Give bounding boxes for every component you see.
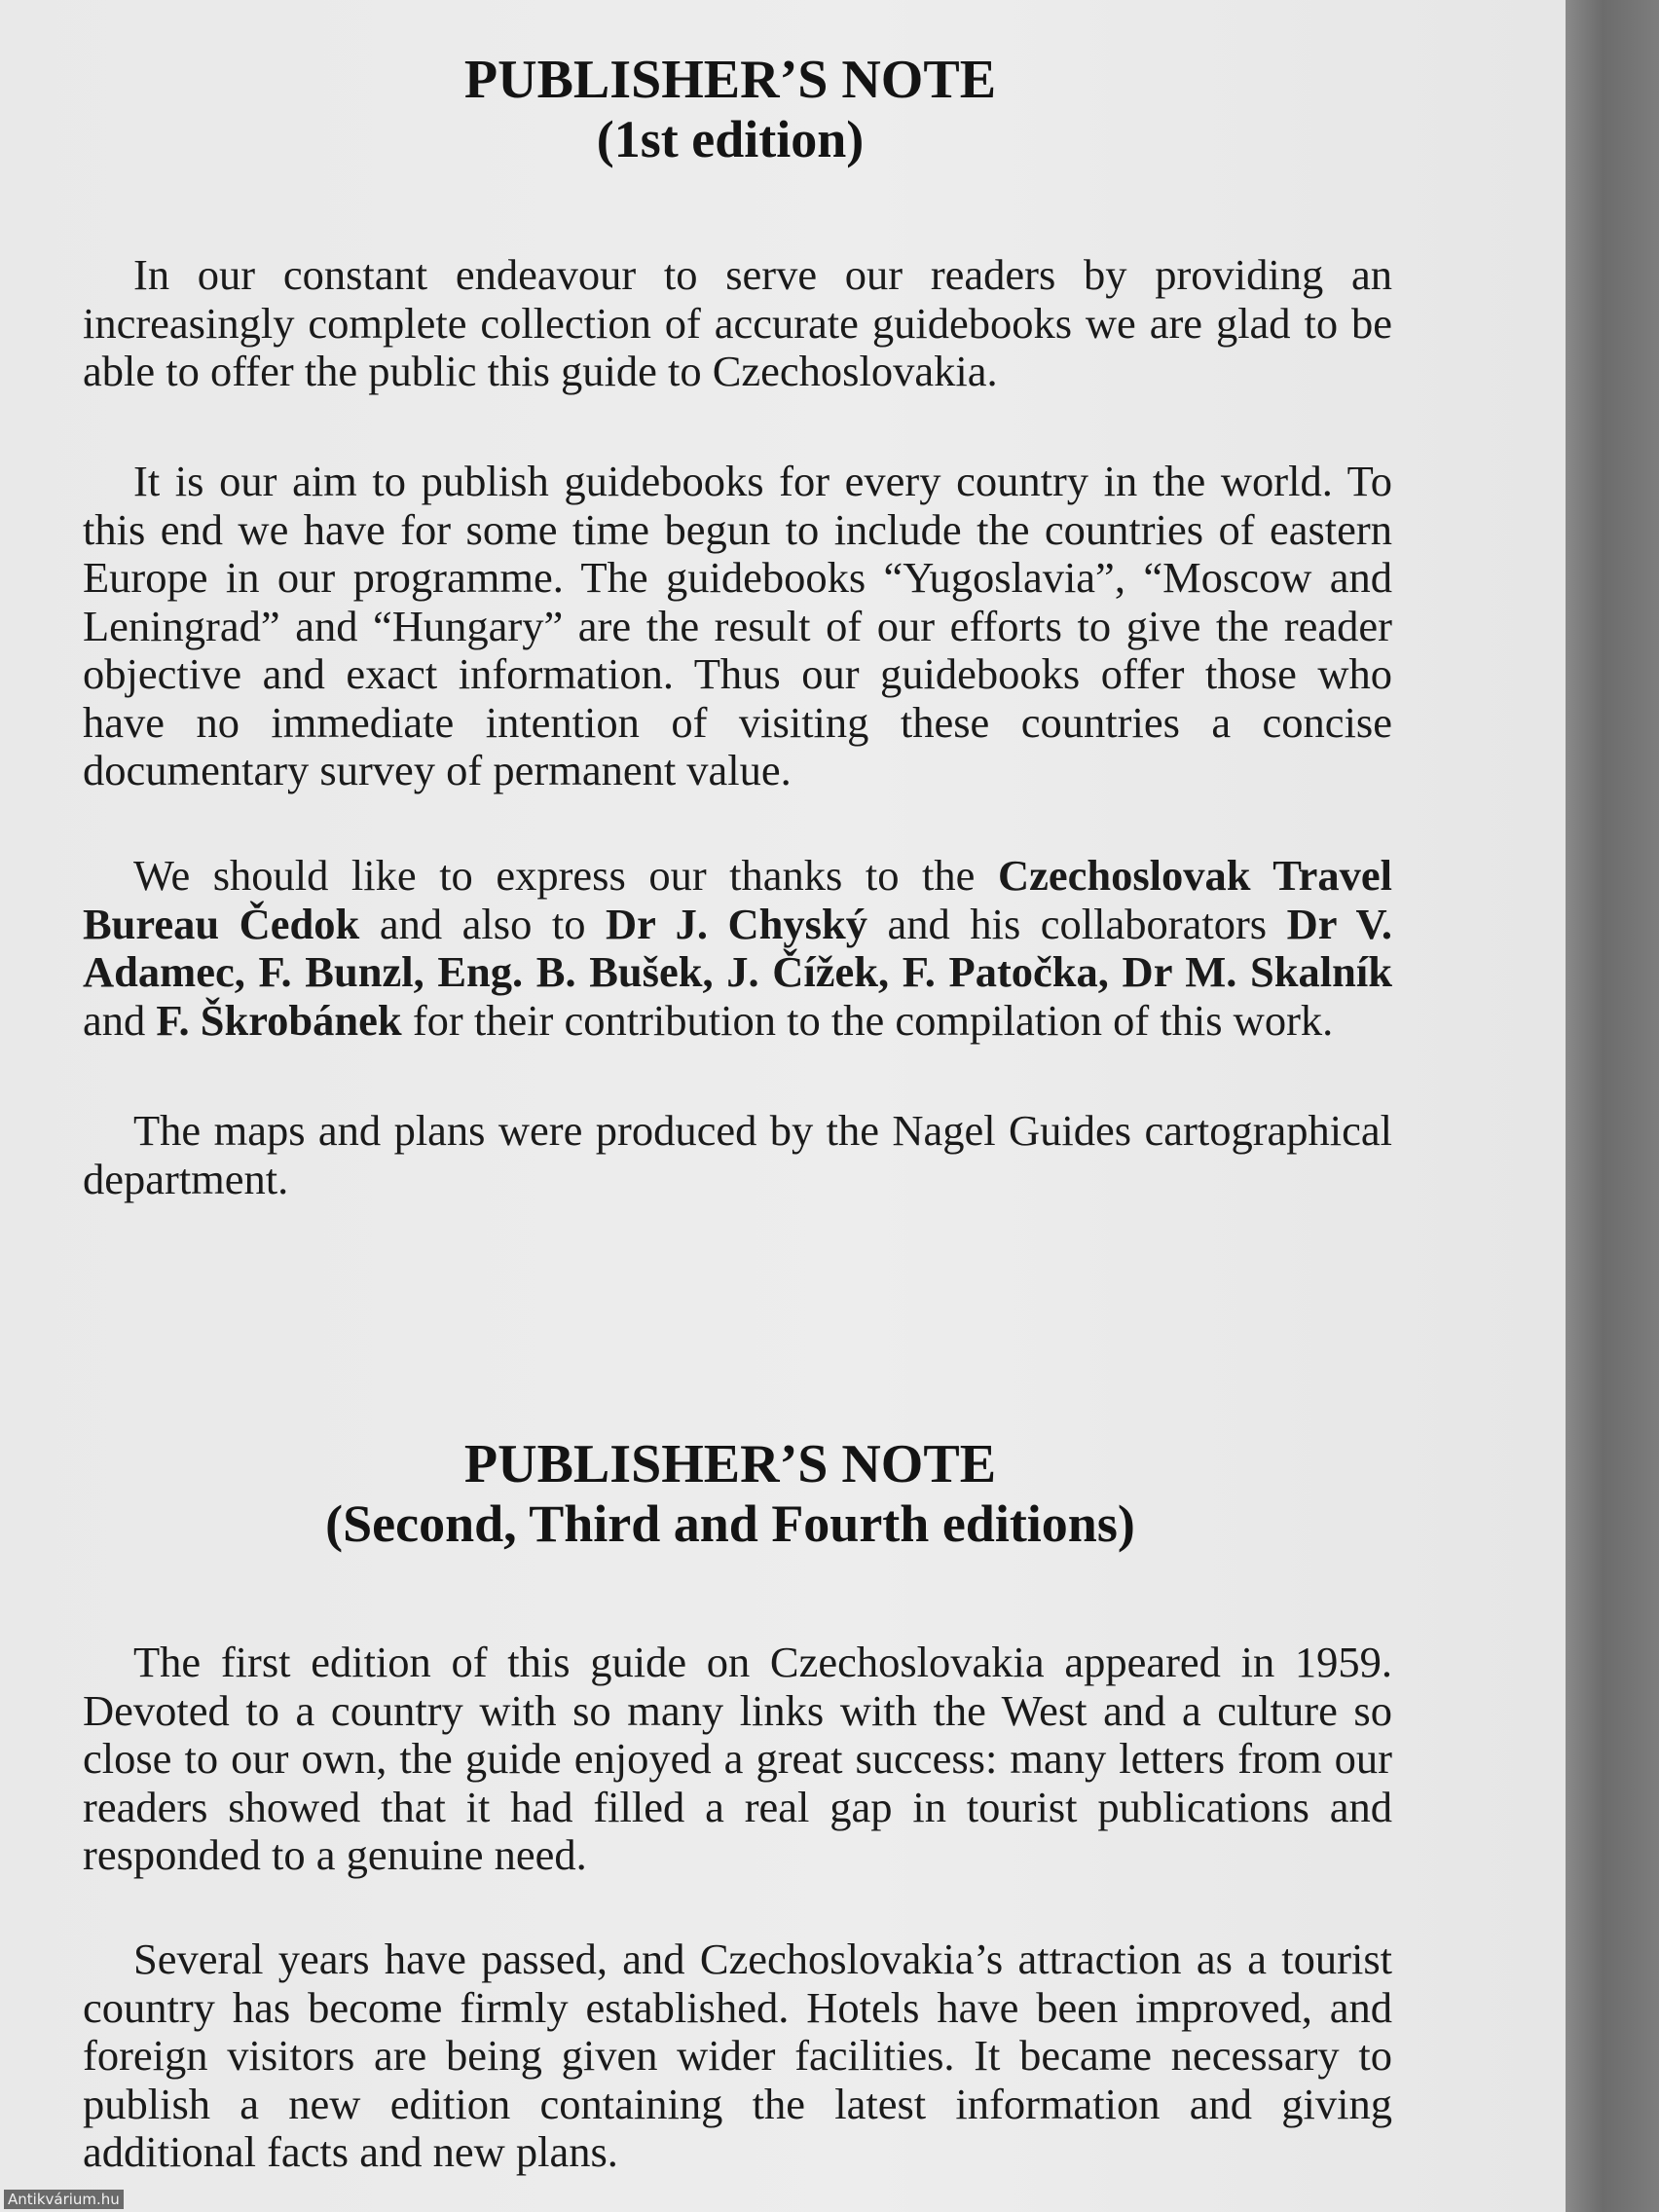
thanks-text-4: and [83, 995, 157, 1045]
second-note-subtitle: (Second, Third and Fourth editions) [325, 1494, 1135, 1553]
thanks-text-3: and his collaborators [867, 899, 1287, 948]
first-note-subtitle: (1st edition) [596, 110, 865, 168]
thanks-bureau: Czechoslovak Travel Bureau Čedok [83, 851, 1392, 948]
first-note-paragraph-2: It is our aim to publish guidebooks for every country in the world. To this end we have for some time begun to include the countries of eastern Europe in our programme. The guidebooks “Yugoslavia”, “Moscow and Leningrad” and “Hungary” are the result of our efforts to give the reader objective and exact information. Thus our guidebooks offer those who have no immediate intention of visiting these countries a concise documentary survey of permanent value. [83, 457, 1392, 794]
thanks-text-2: and also to [359, 899, 607, 948]
second-note-paragraph-2: Several years have passed, and Czechoslovakia’s attraction as a tourist country has become firmly established. Hotels have been improved, and foreign visitors are being given wider facilities. It became necessary to publish a new edition containing the latest information and giving additional facts and new plans. [83, 1935, 1392, 2176]
page-edge-background [1566, 0, 1659, 2212]
watermark: Antikvárium.hu [4, 2190, 124, 2209]
thanks-last-collaborator: F. Škrobánek [156, 995, 402, 1045]
thanks-text-1: We should like to express our thanks to the [133, 851, 998, 900]
thanks-author: Dr J. Chyský [606, 899, 868, 948]
first-note-paragraph-1: In our constant endeavour to serve our readers by providing an increasingly complete collection of accurate guidebooks we are glad to be able to offer the public this guide to Czechoslovakia. [83, 250, 1392, 395]
thanks-collaborators: Dr V. Adamec, F. Bunzl, Eng. B. Bušek, J. Čížek, F. Patočka, Dr M. Skalník [83, 899, 1392, 996]
first-note-title: PUBLISHER’S NOTE [463, 50, 997, 110]
first-note-paragraph-4: The maps and plans were produced by the Nagel Guides cartographical department. [83, 1106, 1392, 1203]
second-note-title: PUBLISHER’S NOTE [463, 1434, 997, 1494]
thanks-text-5: for their contribution to the compilation of this work. [401, 995, 1334, 1045]
second-note-paragraph-1: The first edition of this guide on Czechoslovakia appeared in 1959. Devoted to a country with so many links with the West and a culture so close to our own, the guide enjoyed a great success: many letters from our readers showed that it had filled a real gap in tourist publications and responded to a genuine need. [83, 1638, 1392, 1879]
first-note-paragraph-3 [83, 852, 1392, 1045]
